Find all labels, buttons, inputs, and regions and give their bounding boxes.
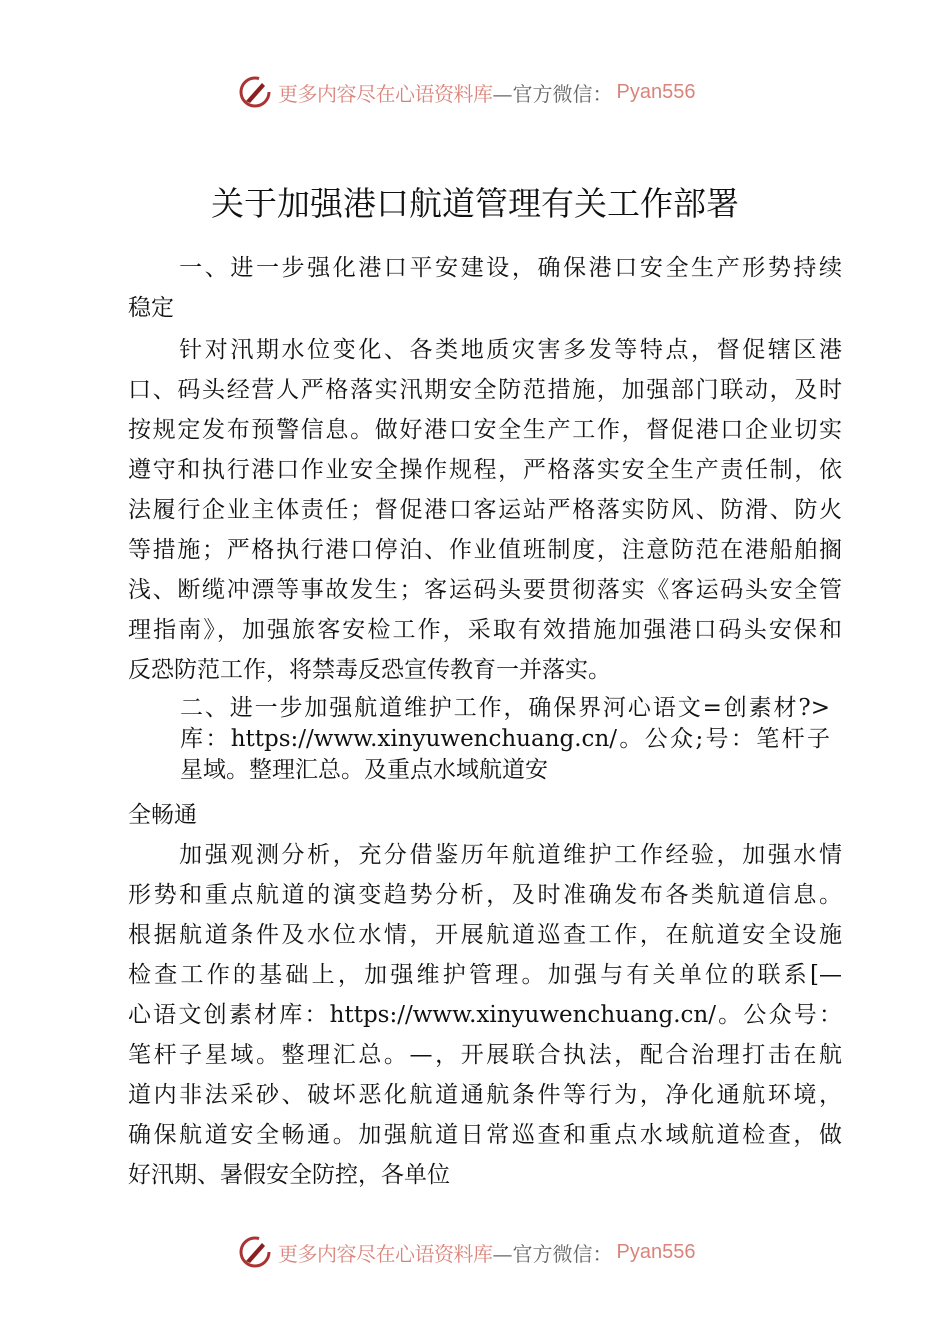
text-line: 反恐防范工作，将禁毒反恐宣传教育一并落实。: [128, 657, 611, 683]
text-line: 一、进一步强化港口平安建设，确保港口安全生产形势持续: [128, 255, 842, 281]
footer-watermark-banner: [238, 1234, 718, 1270]
paragraph-1: [128, 330, 842, 690]
text-line: 星域。整理汇总。及重点水域航道安: [180, 757, 548, 783]
text-line: 浅、断缆冲漂等事故发生；客运码头要贯彻落实《客运码头安全管: [128, 577, 842, 603]
header-watermark-banner: [238, 74, 718, 110]
document-title: 关于加强港口航道管理有关工作部署: [211, 184, 739, 223]
banner-text: 更多内容尽在心语资料库: [278, 81, 493, 106]
text-line: 稳定: [128, 295, 174, 321]
text-line: 心语文创素材库：https://www.xinyuwenchuang.cn/。公众号：: [128, 1002, 842, 1028]
banner-wechat-id: Pyan556: [616, 1240, 696, 1263]
text-line: 确保航道安全畅通。加强航道日常巡查和重点水域航道检查，做: [128, 1122, 842, 1148]
section-heading-2: [180, 693, 830, 786]
text-line: 遵守和执行港口作业安全操作规程，严格落实安全生产责任制，依: [128, 457, 842, 483]
text-line: 加强观测分析，充分借鉴历年航道维护工作经验，加强水情: [128, 842, 842, 868]
text-line: 形势和重点航道的演变趋势分析，及时准确发布各类航道信息。: [128, 882, 842, 908]
text-line: 全畅通: [128, 802, 197, 828]
text-line: 按规定发布预警信息。做好港口安全生产工作，督促港口企业切实: [128, 417, 842, 443]
quill-logo-icon: [238, 1235, 272, 1269]
banner-wechat-label: —官方微信：: [492, 81, 613, 106]
banner-wechat-id: Pyan556: [616, 80, 696, 103]
text-line: 检查工作的基础上，加强维护管理。加强与有关单位的联系[—: [128, 962, 842, 988]
section-heading-1: [128, 248, 842, 328]
text-line: 二、进一步加强航道维护工作，确保界河心语文=创素材?>: [180, 695, 830, 721]
text-line: 库：https://www.xinyuwenchuang.cn/。公众;号：笔杆子: [180, 726, 830, 752]
paragraph-2: [128, 835, 842, 1195]
text-line: 法履行企业主体责任；督促港口客运站严格落实防风、防滑、防火: [128, 497, 842, 523]
text-line: 道内非法采砂、破坏恶化航道通航条件等行为，净化通航环境，: [128, 1082, 842, 1108]
text-line: 针对汛期水位变化、各类地质灾害多发等特点，督促辖区港: [128, 337, 842, 363]
text-line: 笔杆子星域。整理汇总。—，开展联合执法，配合治理打击在航: [128, 1042, 842, 1068]
section-heading-2-tail: [128, 795, 842, 835]
text-line: 好汛期、暑假安全防控，各单位: [128, 1162, 450, 1188]
banner-text: 更多内容尽在心语资料库: [278, 1241, 493, 1266]
text-line: 根据航道条件及水位水情，开展航道巡查工作，在航道安全设施: [128, 922, 842, 948]
text-line: 口、码头经营人严格落实汛期安全防范措施，加强部门联动，及时: [128, 377, 842, 403]
quill-logo-icon: [238, 75, 272, 109]
text-line: 理指南》，加强旅客安检工作，采取有效措施加强港口码头安保和: [128, 617, 842, 643]
text-line: 等措施；严格执行港口停泊、作业值班制度，注意防范在港船舶搁: [128, 537, 842, 563]
banner-wechat-label: —官方微信：: [492, 1241, 613, 1266]
